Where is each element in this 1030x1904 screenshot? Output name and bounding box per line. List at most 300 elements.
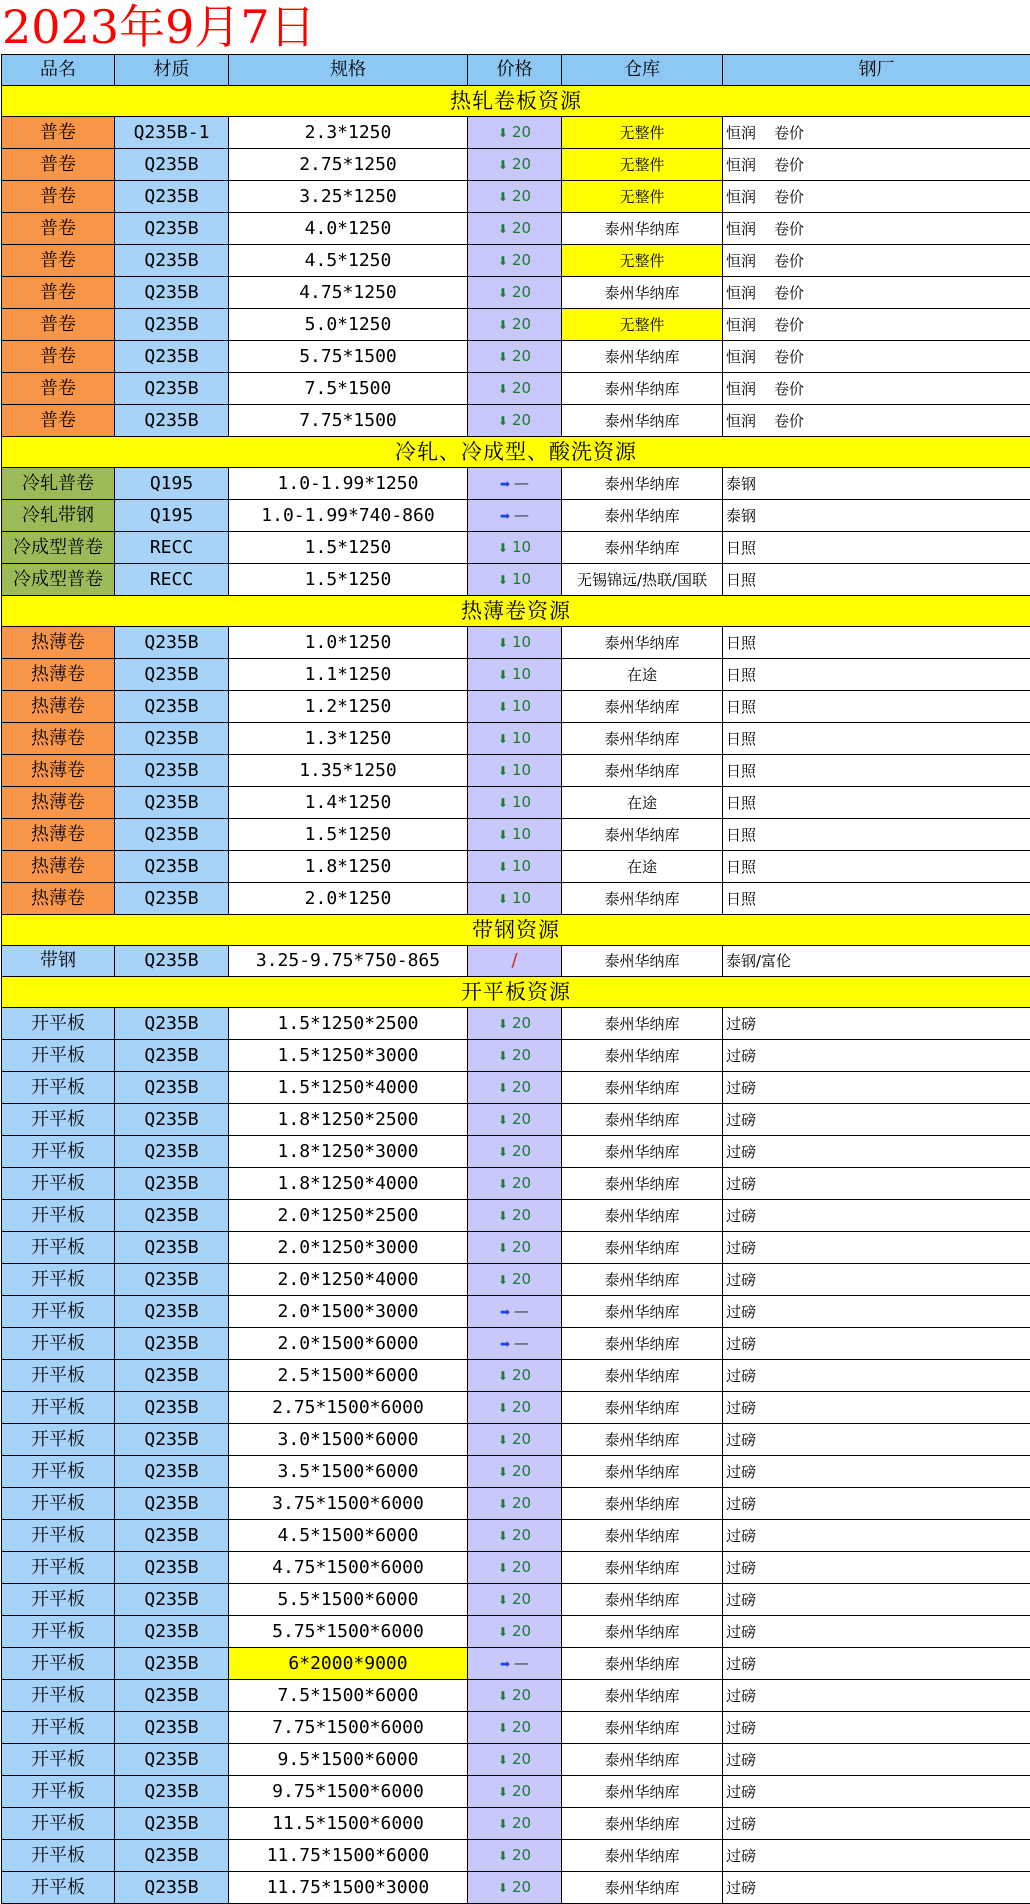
- warehouse-cell: 泰州华纳库: [562, 1264, 723, 1296]
- product-name-cell: 开平板: [2, 1232, 115, 1264]
- spec-cell: 2.0*1250*3000: [229, 1232, 468, 1264]
- mill-name: 日照: [726, 820, 774, 850]
- table-row: [2, 1040, 1030, 1072]
- down-arrow-icon: ⬇: [498, 1745, 508, 1775]
- mill-name: 过磅: [726, 1361, 774, 1391]
- price-cell: [468, 213, 562, 245]
- mill-cell: [723, 373, 1030, 405]
- down-arrow-icon: ⬇: [498, 1393, 508, 1423]
- material-cell: Q235B: [115, 1200, 229, 1232]
- material-cell: Q235B: [115, 213, 229, 245]
- price-note: 卷价: [774, 348, 804, 366]
- spec-cell: 1.5*1250: [229, 532, 468, 564]
- price-cell: [468, 1072, 562, 1104]
- spec-cell: 4.75*1500*6000: [229, 1552, 468, 1584]
- table-row: [2, 309, 1030, 341]
- product-name-cell: 热薄卷: [2, 851, 115, 883]
- product-name-cell: 开平板: [2, 1424, 115, 1456]
- mill-name: 恒润: [726, 118, 774, 148]
- down-arrow-icon: ⬇: [498, 342, 508, 372]
- product-name-cell: 开平板: [2, 1872, 115, 1904]
- down-arrow-icon: ⬇: [498, 820, 508, 850]
- mill-name: 日照: [726, 756, 774, 786]
- mill-cell: [723, 1136, 1030, 1168]
- spec-cell: 1.5*1250*4000: [229, 1072, 468, 1104]
- mill-cell: [723, 1200, 1030, 1232]
- product-name-cell: 开平板: [2, 1104, 115, 1136]
- warehouse-cell: 泰州华纳库: [562, 1296, 723, 1328]
- mill-cell: [723, 213, 1030, 245]
- price-cell: [468, 564, 562, 596]
- mill-name: 过磅: [726, 1297, 774, 1327]
- spec-cell: 4.5*1250: [229, 245, 468, 277]
- product-name-cell: 开平板: [2, 1616, 115, 1648]
- down-arrow-icon: ⬇: [498, 660, 508, 690]
- price-value: 20: [512, 123, 531, 141]
- spec-cell: 1.8*1250*4000: [229, 1168, 468, 1200]
- mill-cell: [723, 1584, 1030, 1616]
- section-title: 热轧卷板资源: [2, 86, 1030, 117]
- price-sheet: [1, 54, 1030, 1904]
- price-cell: [468, 532, 562, 564]
- table-row: [2, 1264, 1030, 1296]
- price-cell: [468, 1456, 562, 1488]
- mill-name: 过磅: [726, 1425, 774, 1455]
- price-cell: [468, 1424, 562, 1456]
- price-cell: [468, 1584, 562, 1616]
- down-arrow-icon: ⬇: [498, 1169, 508, 1199]
- price-cell: [468, 755, 562, 787]
- column-header-warehouse: 仓库: [562, 55, 723, 86]
- down-arrow-icon: ⬇: [498, 1809, 508, 1839]
- product-name-cell: 热薄卷: [2, 691, 115, 723]
- warehouse-cell: 泰州华纳库: [562, 1552, 723, 1584]
- material-cell: Q235B: [115, 309, 229, 341]
- warehouse-cell: 泰州华纳库: [562, 468, 723, 500]
- price-value: 20: [512, 1142, 531, 1160]
- product-name-cell: 普卷: [2, 373, 115, 405]
- material-cell: Q235B: [115, 1680, 229, 1712]
- down-arrow-icon: ⬇: [498, 1489, 508, 1519]
- product-name-cell: 开平板: [2, 1840, 115, 1872]
- column-header-spec: 规格: [229, 55, 468, 86]
- price-value: 20: [512, 1014, 531, 1032]
- down-arrow-icon: ⬇: [498, 852, 508, 882]
- spec-cell: 1.4*1250: [229, 787, 468, 819]
- warehouse-cell: 泰州华纳库: [562, 1072, 723, 1104]
- mill-cell: [723, 341, 1030, 373]
- down-arrow-icon: ⬇: [498, 1137, 508, 1167]
- mill-name: 日照: [726, 692, 774, 722]
- material-cell: Q235B: [115, 1136, 229, 1168]
- price-value: 20: [512, 1430, 531, 1448]
- product-name-cell: 开平板: [2, 1328, 115, 1360]
- price-cell: [468, 946, 562, 977]
- warehouse-cell: 泰州华纳库: [562, 1648, 723, 1680]
- price-cell: [468, 1872, 562, 1904]
- table-row: [2, 149, 1030, 181]
- mill-cell: [723, 1744, 1030, 1776]
- spec-cell: 7.75*1500: [229, 405, 468, 437]
- spec-cell: 2.0*1250*2500: [229, 1200, 468, 1232]
- price-cell: [468, 1808, 562, 1840]
- price-value: —: [514, 1334, 529, 1352]
- spec-cell: 5.0*1250: [229, 309, 468, 341]
- mill-cell: [723, 627, 1030, 659]
- price-note: 卷价: [774, 220, 804, 238]
- price-value: 20: [512, 1782, 531, 1800]
- table-row: [2, 691, 1030, 723]
- warehouse-cell: 泰州华纳库: [562, 723, 723, 755]
- price-cell: [468, 1744, 562, 1776]
- price-cell: [468, 1296, 562, 1328]
- table-row: [2, 181, 1030, 213]
- material-cell: Q235B: [115, 1744, 229, 1776]
- down-arrow-icon: ⬇: [498, 1201, 508, 1231]
- warehouse-cell: 泰州华纳库: [562, 373, 723, 405]
- table-row: [2, 1520, 1030, 1552]
- down-arrow-icon: ⬇: [498, 1265, 508, 1295]
- table-row: [2, 1872, 1030, 1904]
- price-value: 20: [512, 283, 531, 301]
- table-row: [2, 883, 1030, 915]
- material-cell: Q235B: [115, 883, 229, 915]
- mill-name: 日照: [726, 565, 774, 595]
- price-value: 10: [512, 633, 531, 651]
- product-name-cell: 开平板: [2, 1456, 115, 1488]
- table-row: [2, 819, 1030, 851]
- down-arrow-icon: ⬇: [498, 1553, 508, 1583]
- product-name-cell: 开平板: [2, 1008, 115, 1040]
- price-value: 10: [512, 761, 531, 779]
- product-name-cell: 开平板: [2, 1072, 115, 1104]
- mill-name: 恒润: [726, 342, 774, 372]
- mill-cell: [723, 1104, 1030, 1136]
- section-header-row: [2, 437, 1030, 468]
- table-row: [2, 1648, 1030, 1680]
- price-cell: [468, 1328, 562, 1360]
- table-row: [2, 1488, 1030, 1520]
- material-cell: Q235B: [115, 1616, 229, 1648]
- product-name-cell: 开平板: [2, 1392, 115, 1424]
- material-cell: Q235B: [115, 1328, 229, 1360]
- material-cell: Q235B: [115, 627, 229, 659]
- mill-name: 恒润: [726, 246, 774, 276]
- material-cell: RECC: [115, 564, 229, 596]
- down-arrow-icon: ⬇: [498, 533, 508, 563]
- price-cell: [468, 1200, 562, 1232]
- spec-cell: 3.25-9.75*750-865: [229, 946, 468, 977]
- product-name-cell: 热薄卷: [2, 819, 115, 851]
- mill-cell: [723, 309, 1030, 341]
- material-cell: Q235B: [115, 1296, 229, 1328]
- mill-name: 恒润: [726, 150, 774, 180]
- price-value: 10: [512, 825, 531, 843]
- material-cell: Q235B: [115, 787, 229, 819]
- column-header-name: 品名: [2, 55, 115, 86]
- mill-name: 过磅: [726, 1521, 774, 1551]
- price-value: 20: [512, 1494, 531, 1512]
- product-name-cell: 普卷: [2, 405, 115, 437]
- warehouse-cell: 泰州华纳库: [562, 1104, 723, 1136]
- warehouse-cell: 泰州华纳库: [562, 1840, 723, 1872]
- mill-name: 泰钢: [726, 469, 774, 499]
- material-cell: Q235B: [115, 1584, 229, 1616]
- material-cell: Q235B: [115, 1264, 229, 1296]
- down-arrow-icon: ⬇: [498, 278, 508, 308]
- price-cell: [468, 277, 562, 309]
- price-value: 20: [512, 1270, 531, 1288]
- warehouse-cell: 无整件: [562, 245, 723, 277]
- material-cell: Q235B-1: [115, 117, 229, 149]
- table-row: [2, 1200, 1030, 1232]
- product-name-cell: 冷轧带钢: [2, 500, 115, 532]
- warehouse-cell: 无整件: [562, 117, 723, 149]
- price-cell: [468, 1552, 562, 1584]
- down-arrow-icon: ⬇: [498, 1009, 508, 1039]
- table-row: [2, 532, 1030, 564]
- price-value: 20: [512, 1462, 531, 1480]
- price-value: 20: [512, 1526, 531, 1544]
- price-cell: [468, 500, 562, 532]
- spec-cell: 1.1*1250: [229, 659, 468, 691]
- material-cell: Q235B: [115, 1776, 229, 1808]
- product-name-cell: 开平板: [2, 1168, 115, 1200]
- price-cell: [468, 1168, 562, 1200]
- material-cell: Q235B: [115, 1488, 229, 1520]
- material-cell: Q235B: [115, 946, 229, 977]
- price-value: 20: [512, 1686, 531, 1704]
- page-title: 2023年9月7日: [2, 0, 316, 54]
- price-value: 20: [512, 1846, 531, 1864]
- price-cell: [468, 1392, 562, 1424]
- material-cell: Q235B: [115, 245, 229, 277]
- price-cell: [468, 1264, 562, 1296]
- spec-cell: 1.5*1250*2500: [229, 1008, 468, 1040]
- price-value: 20: [512, 1622, 531, 1640]
- warehouse-cell: 泰州华纳库: [562, 883, 723, 915]
- price-cell: [468, 723, 562, 755]
- spec-cell: 1.0-1.99*740-860: [229, 500, 468, 532]
- table-row: [2, 564, 1030, 596]
- product-name-cell: 普卷: [2, 309, 115, 341]
- price-note: 卷价: [774, 156, 804, 174]
- price-note: 卷价: [774, 188, 804, 206]
- mill-name: 过磅: [726, 1105, 774, 1135]
- warehouse-cell: 泰州华纳库: [562, 1328, 723, 1360]
- material-cell: Q235B: [115, 819, 229, 851]
- warehouse-cell: 泰州华纳库: [562, 1424, 723, 1456]
- price-note: 卷价: [774, 412, 804, 430]
- product-name-cell: 冷成型普卷: [2, 532, 115, 564]
- price-note: 卷价: [774, 380, 804, 398]
- material-cell: Q235B: [115, 1872, 229, 1904]
- price-value: 20: [512, 1718, 531, 1736]
- material-cell: Q235B: [115, 1232, 229, 1264]
- material-cell: RECC: [115, 532, 229, 564]
- price-cell: [468, 149, 562, 181]
- product-name-cell: 热薄卷: [2, 883, 115, 915]
- spec-cell: 5.5*1500*6000: [229, 1584, 468, 1616]
- table-row: [2, 946, 1030, 977]
- price-cell: [468, 405, 562, 437]
- section-header-row: [2, 915, 1030, 946]
- down-arrow-icon: ⬇: [498, 182, 508, 212]
- table-row: [2, 755, 1030, 787]
- price-note: 卷价: [774, 252, 804, 270]
- spec-cell: 4.0*1250: [229, 213, 468, 245]
- price-cell: [468, 181, 562, 213]
- down-arrow-icon: ⬇: [498, 1073, 508, 1103]
- mill-name: 恒润: [726, 278, 774, 308]
- product-name-cell: 开平板: [2, 1520, 115, 1552]
- product-name-cell: 普卷: [2, 213, 115, 245]
- price-table: [1, 54, 1030, 1904]
- material-cell: Q235B: [115, 1168, 229, 1200]
- mill-cell: [723, 1520, 1030, 1552]
- warehouse-cell: 泰州华纳库: [562, 1584, 723, 1616]
- spec-cell: 7.5*1500: [229, 373, 468, 405]
- price-value: 10: [512, 665, 531, 683]
- price-cell: [468, 1776, 562, 1808]
- warehouse-cell: 泰州华纳库: [562, 1616, 723, 1648]
- mill-cell: [723, 564, 1030, 596]
- price-cell: [468, 1360, 562, 1392]
- spec-cell: 2.0*1500*6000: [229, 1328, 468, 1360]
- mill-cell: [723, 1296, 1030, 1328]
- price-cell: [468, 1840, 562, 1872]
- price-value: 20: [512, 1046, 531, 1064]
- mill-name: 过磅: [726, 1041, 774, 1071]
- down-arrow-icon: ⬇: [498, 1713, 508, 1743]
- material-cell: Q235B: [115, 1552, 229, 1584]
- spec-cell: 1.8*1250: [229, 851, 468, 883]
- table-row: [2, 117, 1030, 149]
- spec-cell: 4.5*1500*6000: [229, 1520, 468, 1552]
- mill-cell: [723, 1328, 1030, 1360]
- mill-name: 日照: [726, 628, 774, 658]
- price-cell: [468, 117, 562, 149]
- price-value: /: [511, 950, 517, 971]
- table-row: [2, 1584, 1030, 1616]
- spec-cell: 3.0*1500*6000: [229, 1424, 468, 1456]
- price-value: 20: [512, 155, 531, 173]
- spec-cell: 9.75*1500*6000: [229, 1776, 468, 1808]
- warehouse-cell: 泰州华纳库: [562, 277, 723, 309]
- price-note: 卷价: [774, 124, 804, 142]
- warehouse-cell: 在途: [562, 659, 723, 691]
- warehouse-cell: 泰州华纳库: [562, 946, 723, 977]
- price-cell: [468, 1136, 562, 1168]
- price-value: 20: [512, 1750, 531, 1768]
- warehouse-cell: 泰州华纳库: [562, 532, 723, 564]
- warehouse-cell: 泰州华纳库: [562, 1872, 723, 1904]
- down-arrow-icon: ⬇: [498, 406, 508, 436]
- price-value: —: [514, 1302, 529, 1320]
- product-name-cell: 开平板: [2, 1680, 115, 1712]
- mill-cell: [723, 1264, 1030, 1296]
- table-row: [2, 723, 1030, 755]
- price-cell: [468, 883, 562, 915]
- mill-cell: [723, 181, 1030, 213]
- warehouse-cell: 在途: [562, 787, 723, 819]
- section-header-row: [2, 977, 1030, 1008]
- spec-cell: 11.5*1500*6000: [229, 1808, 468, 1840]
- mill-name: 日照: [726, 724, 774, 754]
- mill-cell: [723, 1648, 1030, 1680]
- down-arrow-icon: ⬇: [498, 246, 508, 276]
- price-value: 20: [512, 1558, 531, 1576]
- material-cell: Q235B: [115, 277, 229, 309]
- price-value: 20: [512, 1814, 531, 1832]
- mill-cell: [723, 1072, 1030, 1104]
- section-title: 开平板资源: [2, 977, 1030, 1008]
- warehouse-cell: 泰州华纳库: [562, 213, 723, 245]
- right-arrow-icon: ➡: [500, 501, 510, 531]
- spec-cell: 3.75*1500*6000: [229, 1488, 468, 1520]
- spec-cell: 1.5*1250: [229, 564, 468, 596]
- warehouse-cell: 泰州华纳库: [562, 1200, 723, 1232]
- spec-cell: 1.8*1250*3000: [229, 1136, 468, 1168]
- product-name-cell: 普卷: [2, 341, 115, 373]
- mill-cell: [723, 883, 1030, 915]
- material-cell: Q195: [115, 500, 229, 532]
- price-value: 10: [512, 570, 531, 588]
- price-cell: [468, 1712, 562, 1744]
- price-cell: [468, 373, 562, 405]
- column-header-price: 价格: [468, 55, 562, 86]
- spec-cell: 5.75*1500*6000: [229, 1616, 468, 1648]
- price-value: —: [514, 474, 529, 492]
- price-value: 10: [512, 793, 531, 811]
- section-title: 冷轧、冷成型、酸洗资源: [2, 437, 1030, 468]
- mill-name: 泰钢: [726, 501, 774, 531]
- material-cell: Q235B: [115, 691, 229, 723]
- warehouse-cell: 无整件: [562, 309, 723, 341]
- spec-cell: 7.5*1500*6000: [229, 1680, 468, 1712]
- mill-cell: [723, 1232, 1030, 1264]
- warehouse-cell: 泰州华纳库: [562, 1744, 723, 1776]
- mill-name: 过磅: [726, 1233, 774, 1263]
- down-arrow-icon: ⬇: [498, 214, 508, 244]
- price-cell: [468, 1648, 562, 1680]
- table-row: [2, 1456, 1030, 1488]
- material-cell: Q235B: [115, 659, 229, 691]
- mill-name: 恒润: [726, 310, 774, 340]
- spec-cell: 2.3*1250: [229, 117, 468, 149]
- price-cell: [468, 468, 562, 500]
- warehouse-cell: 泰州华纳库: [562, 500, 723, 532]
- mill-name: 过磅: [726, 1457, 774, 1487]
- right-arrow-icon: ➡: [500, 1329, 510, 1359]
- down-arrow-icon: ⬇: [498, 724, 508, 754]
- warehouse-cell: 泰州华纳库: [562, 755, 723, 787]
- table-row: [2, 1776, 1030, 1808]
- spec-cell: 1.0*1250: [229, 627, 468, 659]
- price-cell: [468, 1520, 562, 1552]
- product-name-cell: 普卷: [2, 117, 115, 149]
- material-cell: Q195: [115, 468, 229, 500]
- product-name-cell: 普卷: [2, 149, 115, 181]
- mill-cell: [723, 149, 1030, 181]
- product-name-cell: 普卷: [2, 245, 115, 277]
- warehouse-cell: 无锡锦远/热联/国联: [562, 564, 723, 596]
- down-arrow-icon: ⬇: [498, 1041, 508, 1071]
- mill-name: 过磅: [726, 1617, 774, 1647]
- table-row: [2, 1616, 1030, 1648]
- mill-name: 过磅: [726, 1681, 774, 1711]
- material-cell: Q235B: [115, 1040, 229, 1072]
